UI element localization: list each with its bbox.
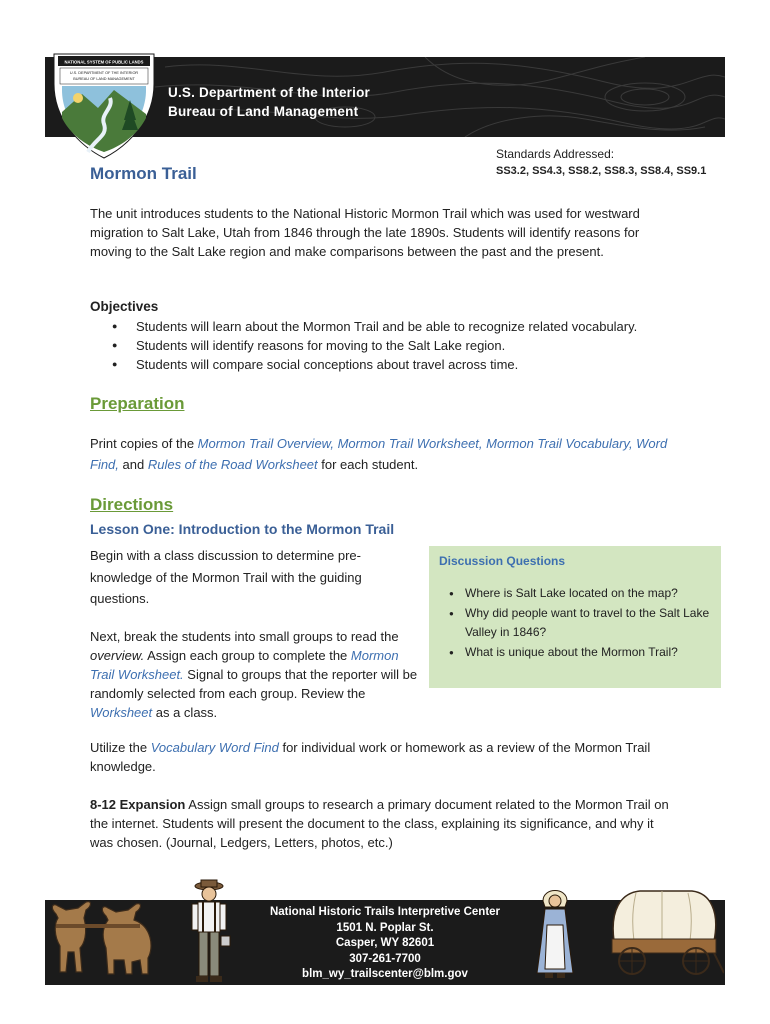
prep-suffix: for each student. (317, 457, 419, 472)
objective-item: ● Students will compare social conceptions about travel across time. (110, 355, 637, 374)
rules-of-road-link[interactable]: Rules of the Road Worksheet (147, 457, 318, 472)
expansion-text: Assign small groups to research a primary document related to the Mormon Trail on the internet. Students will present the document to the class, explaining its significance, and why it was chosen. (Journal, Ledgers, Letters, photos, etc.) (90, 797, 669, 850)
footer-email[interactable]: blm_wy_trailscenter@blm.gov (302, 968, 468, 980)
mormon-trail-worksheet-link[interactable]: Mormon Trail Worksheet. (90, 648, 399, 682)
para2-text-b: Assign each group to complete the (144, 648, 351, 663)
overview-ref: overview. (90, 648, 145, 663)
objective-item: ● Students will identify reasons for moving to the Salt Lake region. (110, 336, 637, 355)
prep-middle: and (118, 457, 148, 472)
standards-codes: SS3.2, SS4.3, SS8.2, SS8.3, SS8.4, SS9.1 (496, 165, 707, 177)
logo-text-mid2: BUREAU OF LAND MANAGEMENT (73, 77, 135, 81)
objectives-list (110, 317, 637, 374)
vocabulary-paragraph (90, 738, 680, 776)
footer-city: Casper, WY 82601 (335, 937, 435, 949)
para2-text-c: Signal to groups that the reporter will be randomly selected from each group. Review the (90, 667, 418, 701)
lesson-one-heading: Lesson One: Introduction to the Mormon Trail (90, 521, 395, 537)
para2-text-d: as a class. (152, 705, 218, 720)
vocab-text-b: for individual work or homework as a review of the Mormon Trail knowledge. (90, 740, 651, 774)
expansion-paragraph (90, 795, 680, 852)
prep-prefix: Print copies of the (90, 436, 198, 451)
footer-contact (0, 905, 770, 983)
discussion-item: ● What is unique about the Mormon Trail? (449, 643, 711, 663)
vocabulary-word-find-link[interactable]: Vocabulary Word Find (150, 740, 279, 755)
standards-label: Standards Addressed: (496, 147, 615, 161)
directions-heading: Directions (90, 495, 174, 514)
lesson-paragraph-1: Begin with a class discussion to determine pre-knowledge of the Mormon Trail with the guiding questions. (90, 548, 362, 606)
lesson-paragraph-2 (90, 627, 420, 722)
footer-center-name: National Historic Trails Interpretive Center (269, 906, 501, 918)
agency-name (168, 83, 370, 121)
discussion-item: ● Where is Salt Lake located on the map? (449, 584, 711, 604)
preparation-paragraph (90, 433, 680, 475)
footer-phone: 307-261-7700 (349, 952, 421, 965)
agency-line-2: Bureau of Land Management (168, 104, 359, 119)
page-title: Mormon Trail (90, 164, 197, 183)
worksheet-link[interactable]: Worksheet (90, 705, 153, 720)
prep-materials-link[interactable]: Mormon Trail Overview, Mormon Trail Worksheet, Mormon Trail Vocabulary, Word Find, (90, 436, 668, 472)
preparation-heading: Preparation (90, 394, 185, 413)
blm-logo (48, 50, 160, 160)
footer-street: 1501 N. Poplar St. (336, 921, 434, 934)
discussion-heading: Discussion Questions (439, 554, 566, 568)
discussion-list (449, 584, 711, 662)
discussion-item: ● Why did people want to travel to the Salt Lake Valley in 1846? (449, 604, 711, 643)
vocab-text-a: Utilize the (90, 740, 151, 755)
agency-line-1: U.S. Department of the Interior (168, 85, 370, 100)
intro-paragraph: The unit introduces students to the National Historic Mormon Trail which was used for westward migration to Salt Lake, Utah from 1846 through the late 1890s. Students will identify reasons for moving to the Salt Lake region and make comparisons between the past and the present. (90, 206, 640, 259)
expansion-label: 8-12 Expansion (90, 797, 186, 812)
discussion-box (429, 546, 721, 688)
logo-text-mid1: U.S. DEPARTMENT OF THE INTERIOR (69, 71, 139, 75)
para2-text-a: Next, break the students into small groups to read the (90, 629, 399, 644)
objective-item: ● Students will learn about the Mormon Trail and be able to recognize related vocabulary. (110, 317, 637, 336)
logo-text-top: NATIONAL SYSTEM OF PUBLIC LANDS (64, 59, 144, 65)
standards-block (496, 146, 706, 180)
objectives-heading: Objectives (90, 299, 159, 314)
